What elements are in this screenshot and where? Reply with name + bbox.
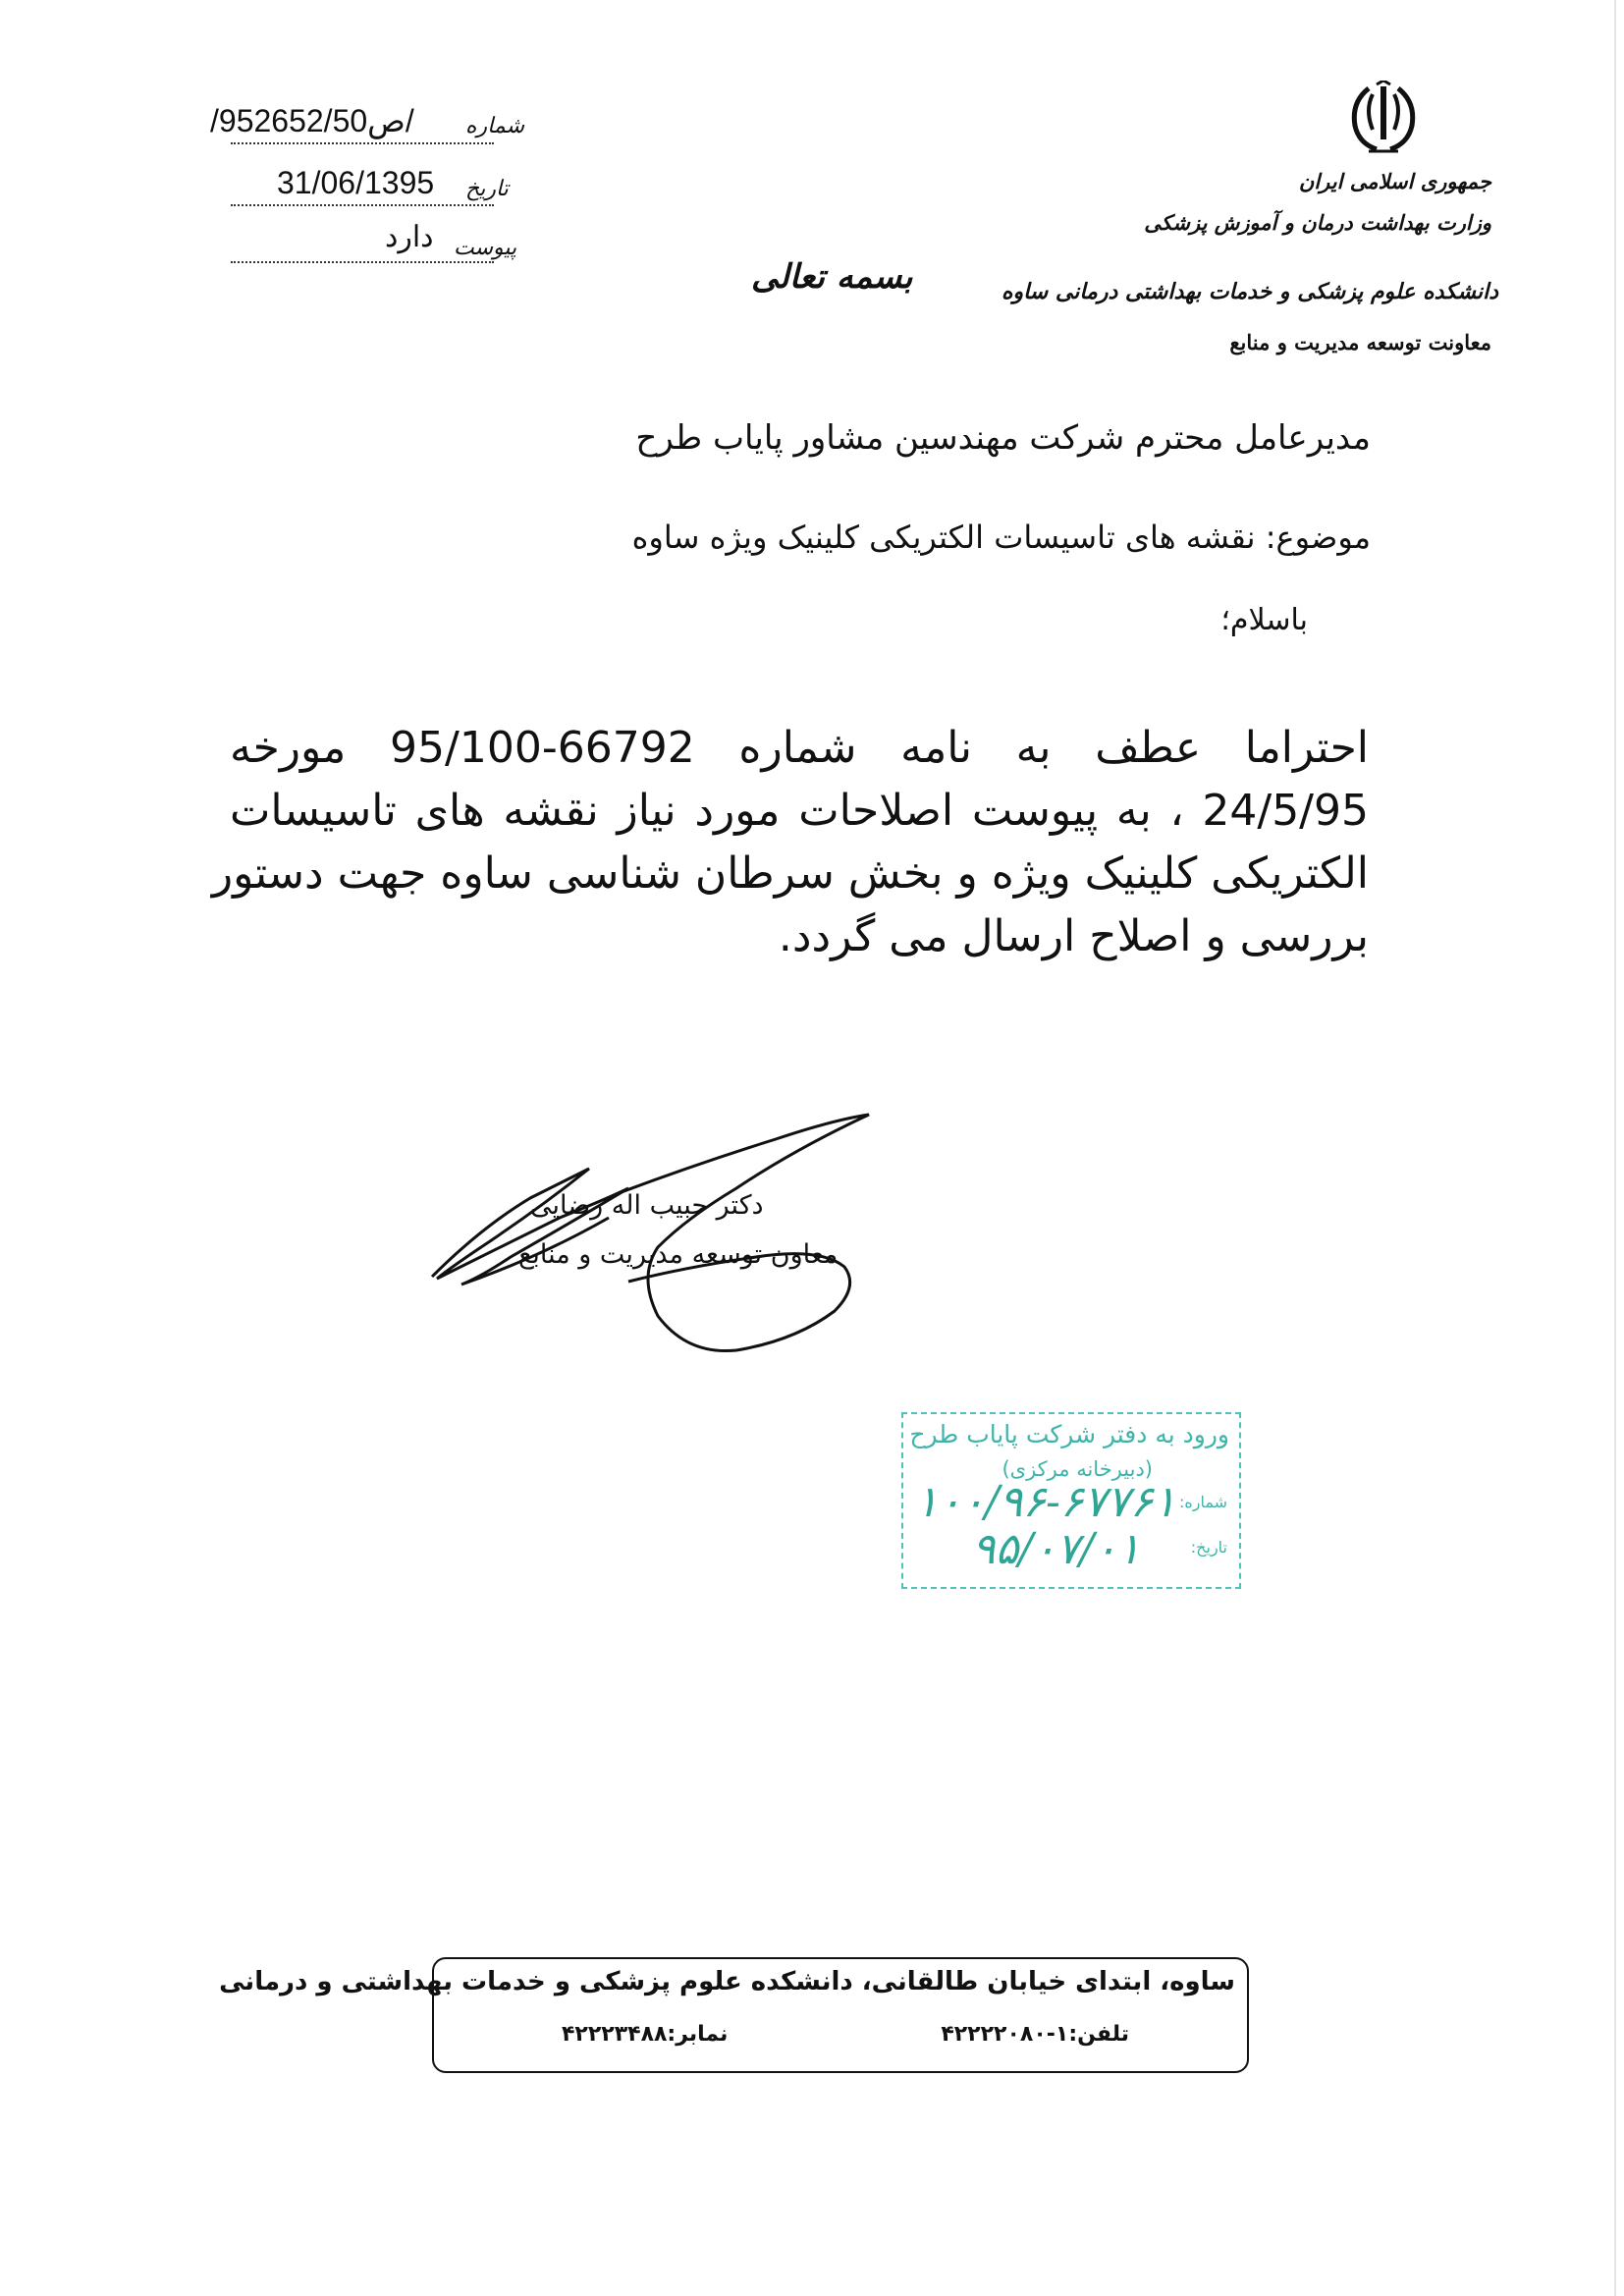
stamp-subtitle: (دبیرخانه مرکزی) <box>1001 1457 1153 1481</box>
letter-number-value: /95ص2652/50/ <box>210 103 414 138</box>
letter-attachment-label: پیوست <box>454 236 517 260</box>
stamp-date-label: تاریخ: <box>1190 1538 1227 1557</box>
footer-address: ساوه، ابتدای خیابان طالقانی، دانشکده علوم پزشکی و خدمات بهداشتی و درمانی <box>219 1967 1235 1996</box>
letter-date-value: 31/06/1395 <box>277 165 435 200</box>
letter-subject: موضوع: نقشه های تاسیسات الکتریکی کلینیک ویژه ساوه <box>631 519 1371 556</box>
header-university: دانشکده علوم پزشکی و خدمات بهداشتی درمانی ساوه <box>1001 279 1498 304</box>
footer-contact-box <box>219 1957 1249 2073</box>
footer-fax: نمابر:۴۲۲۲۳۴۸۸ <box>562 2022 729 2047</box>
stamp-number-label: شماره: <box>1178 1493 1227 1511</box>
received-stamp <box>901 1412 1241 1589</box>
letter-body-line: احتراما عطف به نامه شماره 66792-95/100 مورخه <box>230 723 1369 773</box>
letter-body-line: 24/5/95 ، به پیوست اصلاحات مورد نیاز نقشه های تاسیسات <box>230 786 1369 836</box>
stamp-number-value: ۱۰۰/۹۶-۶۷۷۶۱ <box>915 1477 1177 1527</box>
attachment-dotted-line <box>231 261 494 263</box>
footer-phone: تلفن:۱-۴۲۲۲۲۰۸۰ <box>941 2022 1129 2047</box>
signatory-title: معاون توسعه مدیریت و منابع <box>518 1239 839 1270</box>
letter-date-label: تاریخ <box>465 177 509 201</box>
letter-body-line: بررسی و اصلاح ارسال می گردد. <box>778 911 1369 961</box>
date-dotted-line <box>231 204 494 206</box>
letter-body-line: الکتریکی کلینیک ویژه و بخش سرطان شناسی ساوه جهت دستور <box>211 848 1369 899</box>
header-ministry: وزارت بهداشت درمان و آموزش پزشکی <box>1144 210 1491 235</box>
number-dotted-line <box>231 142 494 144</box>
page-edge-line <box>1614 0 1616 2296</box>
header-department: معاونت توسعه مدیریت و منابع <box>1229 330 1491 355</box>
stamp-title: ورود به دفتر شرکت پایاب طرح <box>909 1420 1229 1449</box>
iran-emblem-icon <box>1329 81 1437 157</box>
letter-number-label: شماره <box>465 114 525 138</box>
signatory-name: دکتر حبیب اله رضایی <box>530 1190 764 1221</box>
letter-attachment-value: دارد <box>385 221 434 253</box>
letter-greeting: باسلام؛ <box>1220 603 1308 637</box>
letter-recipient: مدیرعامل محترم شرکت مهندسین مشاور پایاب طرح <box>635 418 1371 458</box>
bismillah-heading: بسمه تعالی <box>751 257 913 297</box>
stamp-date-value: ۹۵/۰۷/۰۱ <box>972 1524 1141 1574</box>
header-country: جمهوری اسلامی ایران <box>1298 169 1491 193</box>
handwritten-signature <box>422 1110 933 1365</box>
